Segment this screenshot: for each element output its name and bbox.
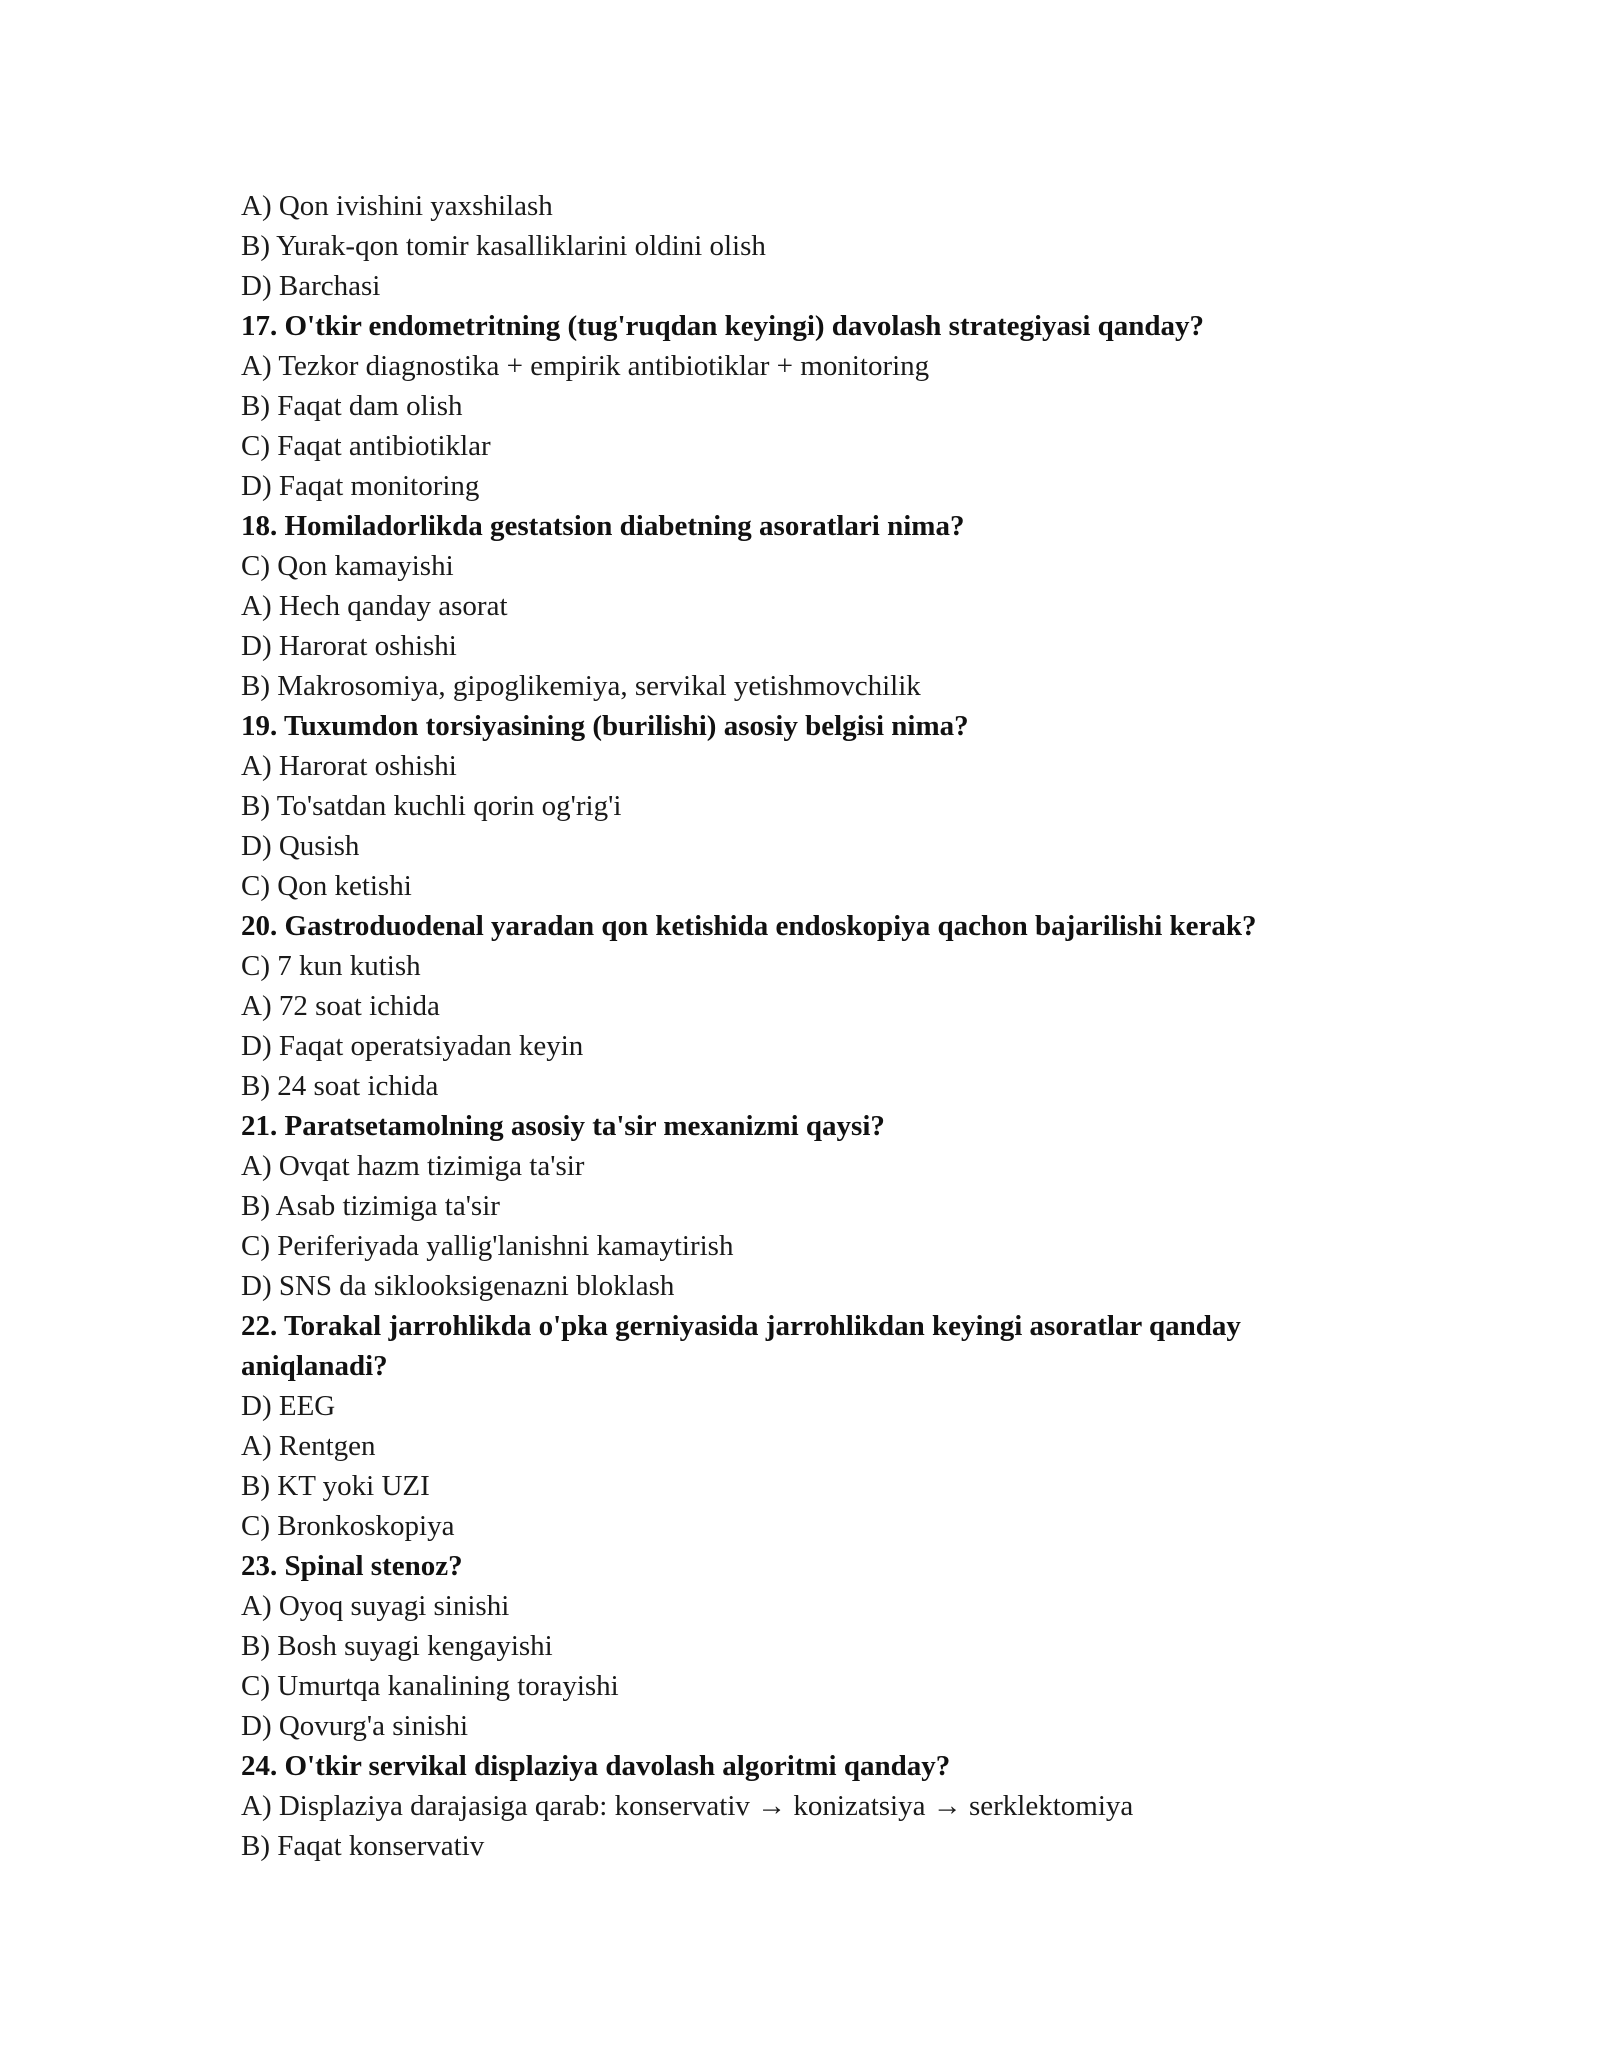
answer-option: A) Hech qanday asorat [241,590,508,622]
answer-option: D) Faqat monitoring [241,470,480,502]
answer-option: B) Faqat konservativ [241,1830,485,1862]
answer-option: A) Oyoq suyagi sinishi [241,1590,510,1622]
question-block-24 [241,1746,1361,1866]
question-block-21 [241,1106,1361,1306]
answer-option: B) Asab tizimiga ta'sir [241,1190,500,1222]
question-block-17 [241,306,1361,506]
answer-option: C) Bronkoskopiya [241,1510,455,1542]
question-text: 21. Paratsetamolning asosiy ta'sir mexanizmi qaysi? [241,1110,885,1142]
answer-option: D) Faqat operatsiyadan keyin [241,1030,584,1062]
question-text: 24. O'tkir servikal displaziya davolash algoritmi qanday? [241,1750,951,1782]
answer-option: D) Harorat oshishi [241,630,457,662]
answer-option: D) SNS da siklooksigenazni bloklash [241,1270,675,1302]
answer-option: C) Qon kamayishi [241,550,454,582]
answer-option: D) Barchasi [241,270,381,302]
answer-option: A) Qon ivishini yaxshilash [241,190,553,222]
answer-option: A) Harorat oshishi [241,750,457,782]
answer-option: D) EEG [241,1390,336,1422]
answer-option: B) Faqat dam olish [241,390,463,422]
question-text: 17. O'tkir endometritning (tug'ruqdan keyingi) davolash strategiyasi qanday? [241,310,1205,342]
question-text: 23. Spinal stenoz? [241,1550,463,1582]
answer-option: D) Qovurg'a sinishi [241,1710,469,1742]
question-text: 22. Torakal jarrohlikda o'pka gerniyasida jarrohlikdan keyingi asoratlar qanday aniqlanadi? [241,1310,1241,1382]
question-block-23 [241,1546,1361,1746]
answer-option: B) To'satdan kuchli qorin og'rig'i [241,790,622,822]
answer-option: A) 72 soat ichida [241,990,440,1022]
question-block-18 [241,506,1361,706]
question-text: 20. Gastroduodenal yaradan qon ketishida endoskopiya qachon bajarilishi kerak? [241,910,1257,942]
question-block-20 [241,906,1361,1106]
answer-option: C) 7 kun kutish [241,950,421,982]
answer-option: A) Tezkor diagnostika + empirik antibiotiklar + monitoring [241,350,930,382]
question-text: 18. Homiladorlikda gestatsion diabetning asoratlari nima? [241,510,965,542]
answer-option: A) Rentgen [241,1430,376,1462]
answer-option: C) Umurtqa kanalining torayishi [241,1670,619,1702]
answer-option: C) Qon ketishi [241,870,412,902]
answer-option: A) Ovqat hazm tizimiga ta'sir [241,1150,585,1182]
question-block-19 [241,706,1361,906]
answer-option: B) Makrosomiya, gipoglikemiya, servikal yetishmovchilik [241,670,921,702]
answer-option: B) KT yoki UZI [241,1470,430,1502]
continuation-options [241,186,1361,306]
answer-option: D) Qusish [241,830,360,862]
answer-option: B) Yurak-qon tomir kasalliklarini oldini olish [241,230,766,262]
answer-option: C) Periferiyada yallig'lanishni kamaytirish [241,1230,734,1262]
question-text: 19. Tuxumdon torsiyasining (burilishi) asosiy belgisi nima? [241,710,969,742]
answer-option: C) Faqat antibiotiklar [241,430,491,462]
answer-option: B) Bosh suyagi kengayishi [241,1630,553,1662]
answer-option: A) Displaziya darajasiga qarab: konservativ → konizatsiya → serklektomiya [241,1790,1134,1822]
question-block-22 [241,1306,1361,1546]
answer-option: B) 24 soat ichida [241,1070,439,1102]
quiz-content [241,186,1361,1866]
